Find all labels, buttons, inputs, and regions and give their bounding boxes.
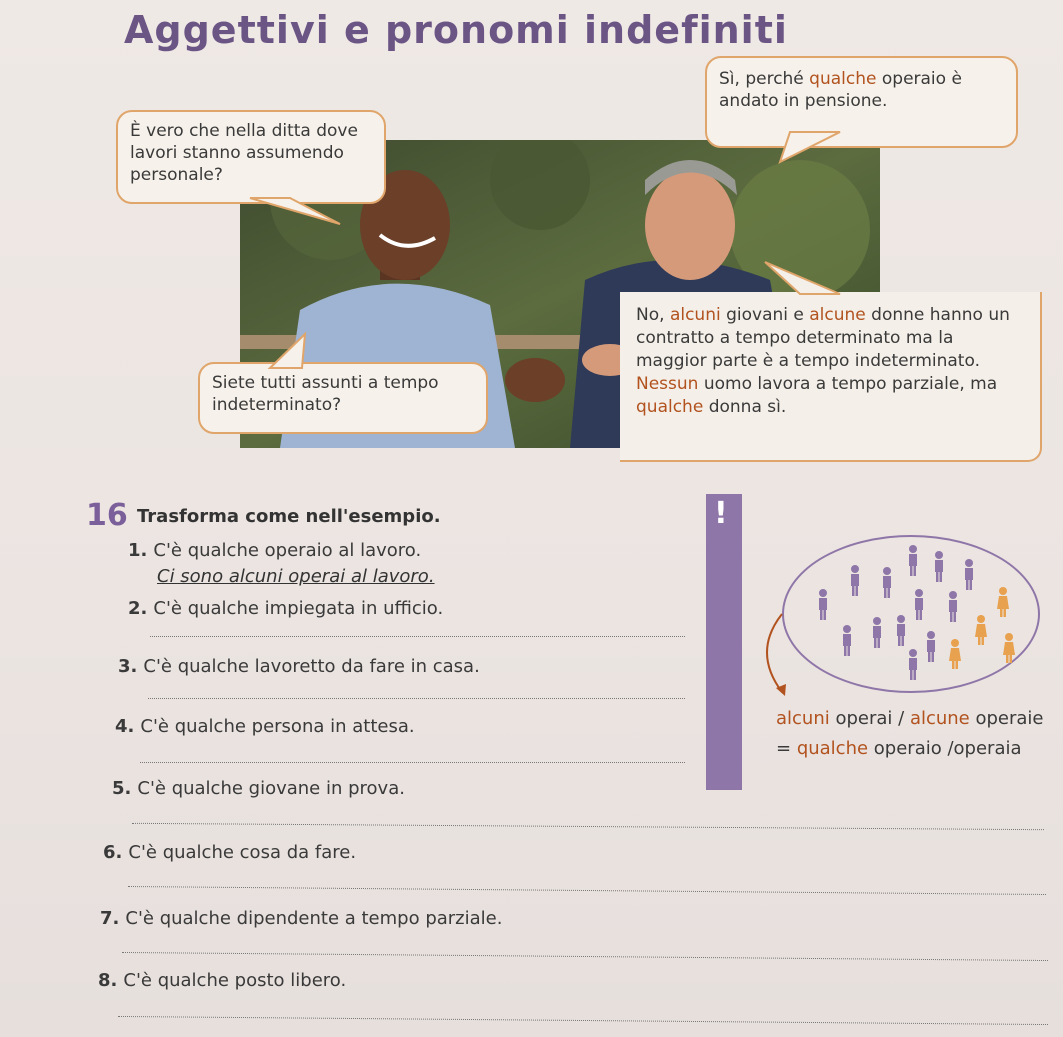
bubble-tail-bottom-right bbox=[760, 258, 850, 298]
item-number: 4. bbox=[115, 716, 135, 737]
bubble-tail-top-left bbox=[240, 196, 350, 232]
item-text: C'è qualche dipendente a tempo parziale. bbox=[125, 908, 503, 929]
answer-line-3[interactable] bbox=[148, 698, 685, 699]
exercise-item-3 bbox=[118, 656, 480, 677]
rule-line-1 bbox=[776, 708, 1044, 729]
bubble-text: Siete tutti assunti a tempo indeterminato? bbox=[212, 373, 439, 415]
bubble-text: operaio è andato in pensione. bbox=[719, 69, 962, 111]
exercise-item-1 bbox=[128, 540, 421, 561]
exercise-instruction: Trasforma come nell'esempio. bbox=[137, 506, 441, 527]
answer-line-5[interactable] bbox=[132, 823, 1044, 830]
item-number: 5. bbox=[112, 778, 132, 799]
bubble-text: donne hanno un contratto a tempo determinato ma la maggior parte è a tempo indeterminato. bbox=[636, 305, 1010, 371]
item-text: C'è qualche impiegata in ufficio. bbox=[153, 598, 444, 619]
answer-line-7[interactable] bbox=[122, 952, 1048, 961]
exercise-item-7 bbox=[100, 908, 502, 929]
rule-highlight: alcuni bbox=[776, 708, 830, 729]
item-text: C'è qualche lavoretto da fare in casa. bbox=[143, 656, 480, 677]
speech-bubble-top-right bbox=[705, 56, 1018, 148]
rule-side-bar bbox=[706, 494, 742, 790]
bubble-tail-top-right bbox=[770, 130, 850, 170]
item-number: 7. bbox=[100, 908, 120, 929]
people-icon-group bbox=[784, 537, 1038, 691]
exercise-item-5 bbox=[112, 778, 405, 799]
rule-highlight: qualche bbox=[796, 738, 869, 759]
rule-text: operaio /operaia bbox=[868, 738, 1022, 759]
exercise-item-6 bbox=[103, 842, 356, 863]
bubble-highlight: alcune bbox=[809, 305, 866, 325]
arrow-icon bbox=[752, 612, 802, 702]
exercise-item-8 bbox=[98, 970, 346, 991]
bubble-highlight: qualche bbox=[809, 69, 877, 89]
item-number: 2. bbox=[128, 598, 148, 619]
speech-bubble-top-left bbox=[116, 110, 386, 204]
bubble-text: giovani e bbox=[720, 305, 810, 325]
bubble-highlight: Nessun bbox=[636, 374, 699, 394]
item-number: 1. bbox=[128, 540, 148, 561]
crowd-illustration bbox=[782, 535, 1040, 693]
rule-text: operai / bbox=[829, 708, 910, 729]
answer-line-8[interactable] bbox=[118, 1016, 1048, 1025]
bubble-tail-bottom-left bbox=[250, 330, 320, 370]
rule-text: operaie bbox=[969, 708, 1044, 729]
answer-line-6[interactable] bbox=[128, 886, 1046, 895]
item-text: C'è qualche operaio al lavoro. bbox=[153, 540, 422, 561]
item-text: C'è qualche persona in attesa. bbox=[140, 716, 415, 737]
speech-bubble-bottom-left bbox=[198, 362, 488, 434]
bubble-highlight: qualche bbox=[636, 397, 704, 417]
exercise-number: 16 bbox=[86, 498, 128, 533]
answer-line-4[interactable] bbox=[140, 762, 685, 763]
rule-highlight: alcune bbox=[909, 708, 970, 729]
item-text: C'è qualche giovane in prova. bbox=[137, 778, 405, 799]
rule-line-2 bbox=[776, 738, 1022, 759]
bubble-highlight: alcuni bbox=[669, 305, 721, 325]
item-text: C'è qualche cosa da fare. bbox=[128, 842, 357, 863]
bubble-text: È vero che nella ditta dove lavori stanno assumendo personale? bbox=[130, 121, 358, 185]
item-number: 3. bbox=[118, 656, 138, 677]
bubble-text: No, bbox=[636, 305, 670, 325]
rule-text: = bbox=[776, 738, 797, 759]
exercise-item-4 bbox=[115, 716, 415, 737]
exclamation-icon: ! bbox=[714, 496, 728, 531]
bubble-text: uomo lavora a tempo parziale, ma bbox=[698, 374, 998, 394]
item-number: 6. bbox=[103, 842, 123, 863]
speech-bubble-bottom-right bbox=[620, 292, 1042, 462]
page-title: Aggettivi e pronomi indefiniti bbox=[124, 8, 788, 52]
example-answer: Ci sono alcuni operai al lavoro. bbox=[157, 566, 435, 587]
exercise-item-2 bbox=[128, 598, 443, 619]
answer-line-2[interactable] bbox=[150, 636, 685, 637]
item-text: C'è qualche posto libero. bbox=[123, 970, 347, 991]
item-number: 8. bbox=[98, 970, 118, 991]
bubble-text: Sì, perché bbox=[719, 69, 810, 89]
bubble-text: donna sì. bbox=[703, 397, 787, 417]
